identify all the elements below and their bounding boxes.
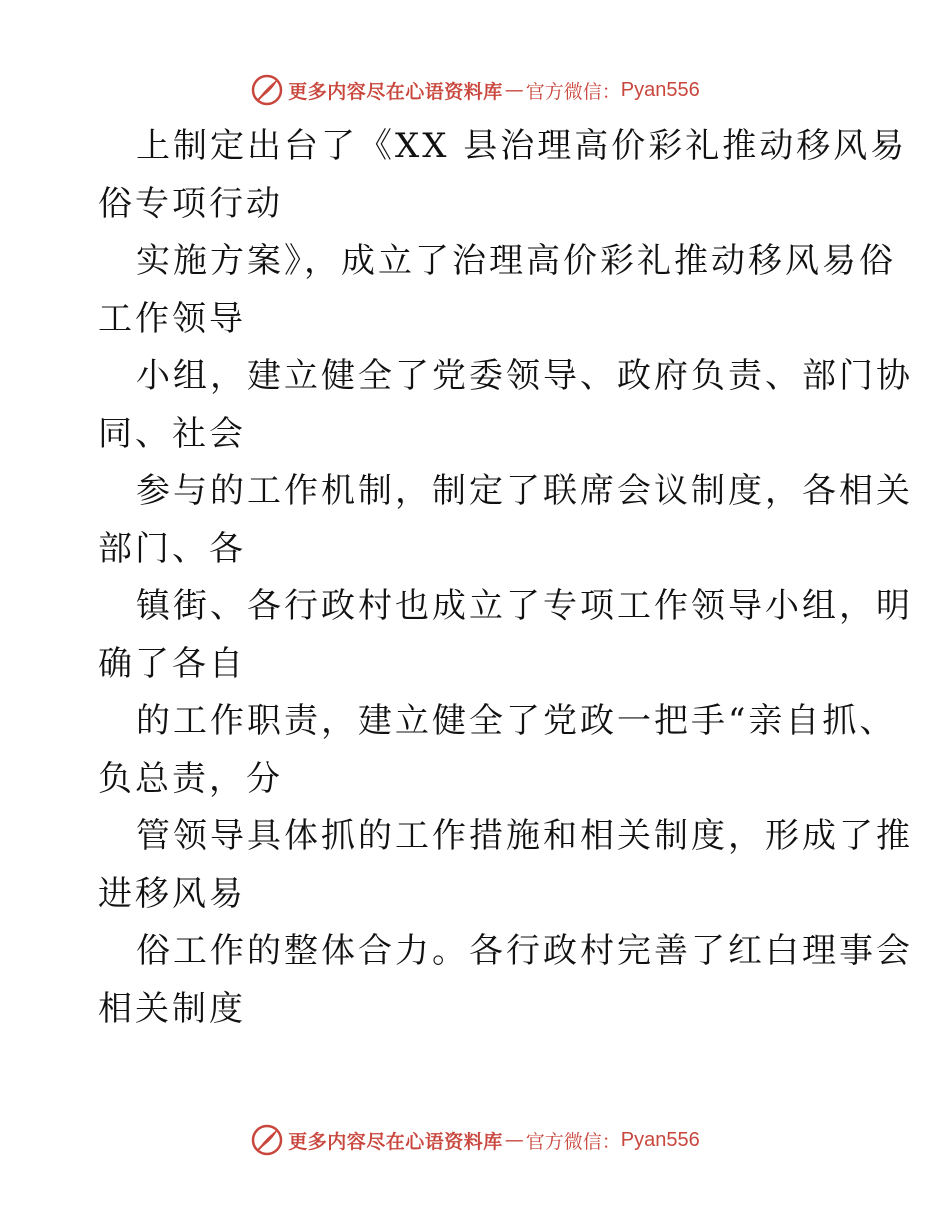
watermark-wechat-label: 官方微信： [525,1130,621,1153]
watermark-brand: 更多内容尽在心语资料库 [288,80,503,103]
footer-watermark [0,1120,950,1160]
text-line: 确了各自 [98,643,246,684]
text-line: 实施方案》，成立了治理高价彩礼推动移风易俗 [136,241,896,281]
text-line: 相关制度 [98,988,246,1029]
watermark-wechat-id: Pyan556 [620,78,700,101]
text-line: 俗工作的整体合力。各行政村完善了红白理事会 [136,931,913,971]
text-line: 工作领导 [98,298,246,339]
text-line: 镇街、各行政村也成立了专项工作领导小组，明 [136,586,913,626]
quill-logo-icon [250,1123,284,1157]
text-line: 上制定出台了《XX 县治理高价彩礼推动移风易 [136,126,908,166]
text-line: 管领导具体抓的工作措施和相关制度，形成了推 [136,816,913,856]
text-line: 同、社会 [98,413,246,454]
header-watermark [0,70,950,110]
watermark-separator: — [504,1129,524,1151]
text-line: 小组，建立健全了党委领导、政府负责、部门协 [136,356,913,396]
watermark-separator: — [504,79,524,101]
watermark-wechat-label: 官方微信： [525,80,621,103]
text-line: 负总责，分 [98,758,283,799]
text-line: 俗专项行动 [98,183,283,224]
text-line: 参与的工作机制，制定了联席会议制度，各相关 [136,471,913,511]
watermark-brand: 更多内容尽在心语资料库 [288,1130,503,1153]
text-line: 部门、各 [98,528,246,569]
watermark-wechat-id: Pyan556 [620,1128,700,1151]
text-line: 进移风易 [98,873,246,914]
text-line: 的工作职责，建立健全了党政一把手“亲自抓、 [136,701,897,741]
document-body [98,118,913,1038]
quill-logo-icon [250,73,284,107]
